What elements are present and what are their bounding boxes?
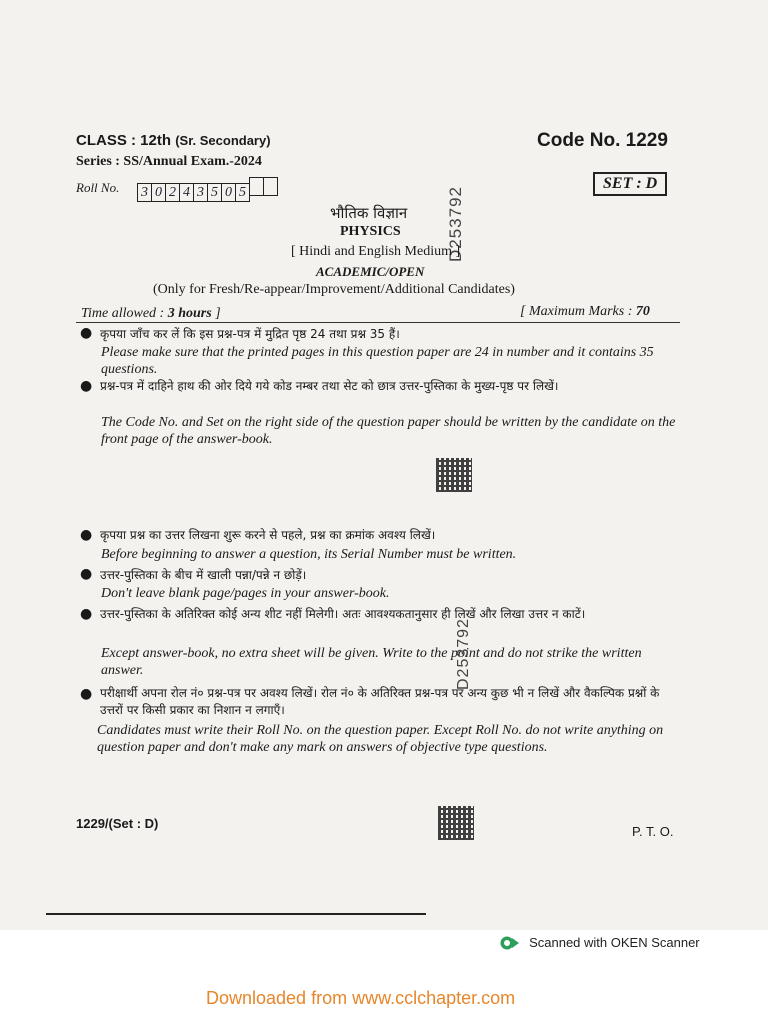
roll-digit-box: 2 [165, 183, 180, 202]
maximum-marks: [ Maximum Marks : 70 [520, 304, 650, 319]
oken-logo-icon [500, 935, 520, 951]
scanner-badge [500, 932, 700, 951]
instruction-2-hindi: प्रश्न-पत्र में दाहिने हाथ की ओर दिये गये कोड नम्बर तथा सेट को छात्र उत्तर-पुस्तिका के मुख्य-पृष्ठ पर लिखें। [100, 379, 559, 393]
roll-digit-box [263, 177, 278, 196]
roll-digit-box: 5 [207, 183, 222, 202]
instruction-2-english: The Code No. and Set on the right side of the question paper should be written by the candidate on the front page of the answer-book. [101, 415, 676, 447]
instruction-6-hindi: परीक्षार्थी अपना रोल नं० प्रश्न-पत्र पर अवश्य लिखें। रोल नं० के अतिरिक्त प्रश्न-पत्र पर अन्य कुछ भी न लिखें और वैकल्पिक प्रश्नों के उत्तरों पर किसी प्रकार का निशान न लगाएँ। [100, 686, 660, 717]
roll-digit-box: 0 [151, 183, 166, 202]
bullet: ● [80, 527, 93, 543]
class-label: CLASS : 12th (Sr. Secondary) [76, 132, 271, 149]
bullet: ● [80, 378, 93, 394]
code-number: Code No. 1229 [537, 130, 668, 151]
vertical-code: D253792 [446, 185, 465, 262]
subject-hindi: भौतिक विज्ञान [330, 204, 408, 222]
instruction-1-english: Please make sure that the printed pages in this question paper are 24 in number and it contains 35 questions. [101, 345, 654, 377]
bullet: ● [80, 325, 93, 341]
instruction-4-english: Don't leave blank page/pages in your answer-book. [101, 586, 390, 601]
category-label: ACADEMIC/OPEN [316, 264, 425, 279]
pto-label: P. T. O. [632, 824, 674, 839]
roll-digit-box: 5 [235, 183, 250, 202]
download-link[interactable]: Downloaded from www.cclchapter.com [206, 988, 516, 1008]
instruction-5-hindi: उत्तर-पुस्तिका के अतिरिक्त कोई अन्य शीट नहीं मिलेगी। अतः आवश्यकतानुसार ही लिखें और लिखा उत्तर न काटें। [100, 607, 586, 621]
footer-code-set: 1229/(Set : D) [76, 816, 159, 831]
instruction-5-english: Except answer-book, no extra sheet will be given. Write to the point and do not strike the written answer. [101, 646, 642, 678]
vertical-code-2: D253792 [455, 618, 472, 690]
qr-code-top [436, 458, 472, 492]
series-label: Series : SS/Annual Exam.-2024 [76, 154, 262, 169]
qr-code-bottom [438, 806, 474, 840]
medium-note: [ Hindi and English Medium ] [291, 244, 461, 259]
subject-english: PHYSICS [340, 224, 401, 239]
instruction-1-hindi: कृपया जाँच कर लें कि इस प्रश्न-पत्र में मुद्रित पृष्ठ 24 तथा प्रश्न 35 हैं। [100, 327, 400, 341]
roll-digit-box: 3 [137, 183, 152, 202]
roll-number-boxes [138, 177, 278, 202]
candidates-note: (Only for Fresh/Re-appear/Improvement/Additional Candidates) [153, 282, 515, 297]
instruction-6-english: Candidates must write their Roll No. on the question paper. Except Roll No. do not write anything on question paper and don't make any mark on answers of objective type questions. [97, 723, 664, 755]
bullet: ● [80, 686, 93, 702]
bullet: ● [80, 606, 93, 622]
bullet: ● [80, 566, 93, 582]
roll-digit-box [249, 177, 264, 196]
bottom-rule [46, 913, 426, 915]
instruction-3-english: Before beginning to answer a question, its Serial Number must be written. [101, 547, 517, 562]
roll-digit-box: 4 [179, 183, 194, 202]
roll-digit-box: 3 [193, 183, 208, 202]
scanner-text: Scanned with OKEN Scanner [529, 935, 700, 950]
roll-number-label: Roll No. [76, 180, 120, 195]
time-allowed: Time allowed : 3 hours ] [81, 306, 221, 321]
roll-digit-box: 0 [221, 183, 236, 202]
instruction-3-hindi: कृपया प्रश्न का उत्तर लिखना शुरू करने से पहले, प्रश्न का क्रमांक अवश्य लिखें। [100, 528, 436, 542]
divider [76, 322, 680, 323]
set-badge: SET : D [593, 172, 667, 196]
instruction-4-hindi: उत्तर-पुस्तिका के बीच में खाली पन्ना/पन्ने न छोड़ें। [100, 568, 307, 582]
